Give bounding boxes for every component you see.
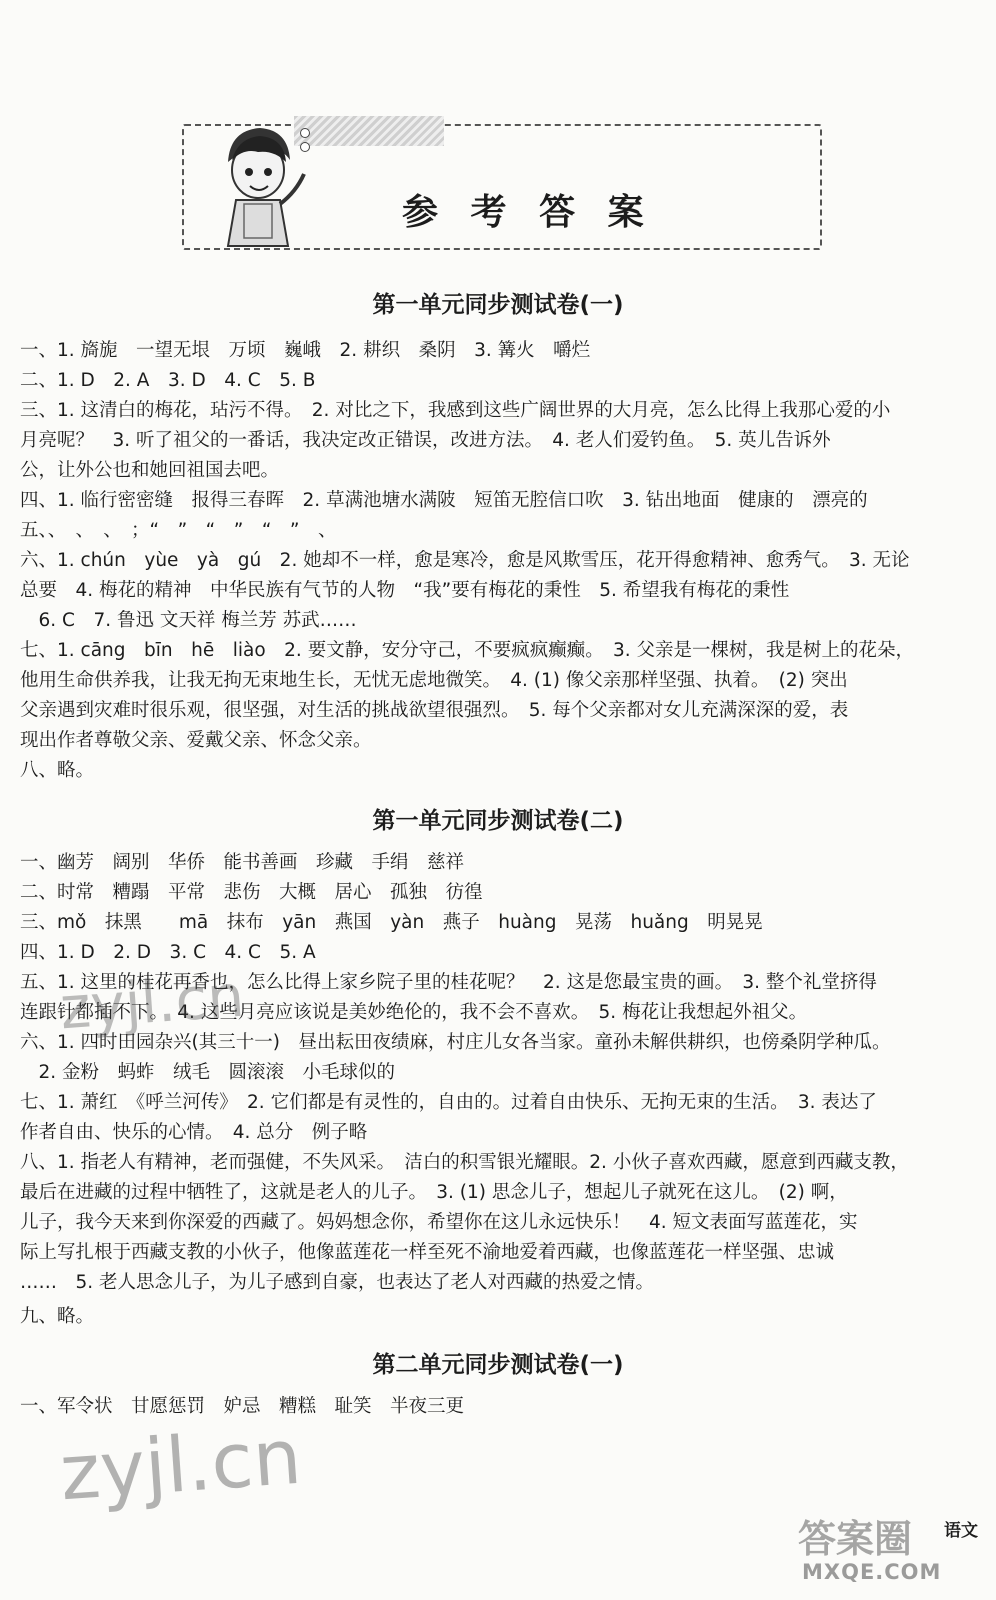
answer-line: 六、1. chún yùe yà gú 2. 她却不一样，愈是寒冷，愈是风欺雪压，花开得愈精神、愈秀气。 3. 无论 <box>20 550 910 571</box>
answer-line: 二、时常 糟蹋 平常 悲伤 大概 居心 孤独 彷徨 <box>20 882 483 903</box>
answer-line: 总要 4. 梅花的精神 中华民族有气节的人物 “我”要有梅花的秉性 5. 希望我有梅花的秉性 <box>20 580 790 601</box>
answer-line: 儿子，我今天来到你深爱的西藏了。妈妈想念你，希望你在这儿永远快乐！ 4. 短文表面写蓝莲花，实 <box>20 1212 858 1233</box>
answer-line: 公，让外公也和她回祖国去吧。 <box>20 460 280 481</box>
answer-line: 一、幽芳 阔别 华侨 能书善画 珍藏 手绢 慈祥 <box>20 852 465 873</box>
answer-line: 七、1. 萧红 《呼兰河传》 2. 它们都是有灵性的，自由的。过着自由快乐、无拘无束的生活。 3. 表达了 <box>20 1092 877 1113</box>
answer-line: 连跟针都插不下。 4. 这些月亮应该说是美妙绝伦的，我不会不喜欢。 5. 梅花让我想起外祖父。 <box>20 1002 808 1023</box>
answer-line: 月亮呢？ 3. 听了祖父的一番话，我决定改正错误，改进方法。 4. 老人们爱钓鱼。 5. 英儿告诉外 <box>20 430 831 451</box>
answer-line: 五、、 、 、 ；“ ” “ ” “ ” 、 <box>20 520 337 541</box>
answer-line: 八、略。 <box>20 760 95 781</box>
answer-line: 际上写扎根于西藏支教的小伙子，他像蓝莲花一样至死不渝地爱着西藏，也像蓝莲花一样坚强、忠诚 <box>20 1242 835 1263</box>
answer-line: 一、军令状 甘愿惩罚 妒忌 糟糕 耻笑 半夜三更 <box>20 1396 465 1417</box>
watermark-url: MXQE.COM <box>802 1560 942 1584</box>
watermark-text: zyjl.cn <box>57 961 247 1043</box>
answer-line: 现出作者尊敬父亲、爱戴父亲、怀念父亲。 <box>20 730 372 751</box>
watermark-text: zyjl.cn <box>57 1411 305 1518</box>
answer-line: 九、略。 <box>20 1306 95 1327</box>
answer-line: 八、1. 指老人有精神，老而强健，不失风采。 洁白的积雪银光耀眼。2. 小伙子喜欢西藏，愿意到西藏支教， <box>20 1152 909 1173</box>
answer-line: 四、1. D 2. D 3. C 4. C 5. A <box>20 942 316 963</box>
header-banner <box>182 120 822 250</box>
page-title: 参 考 答 案 <box>402 191 654 233</box>
answer-line: 三、mǒ 抹黑 mā 抹布 yān 燕国 yàn 燕子 huàng 晃荡 huǎng 明晃晃 <box>20 912 763 933</box>
answer-line: 一、1. 旖旎 一望无垠 万顷 巍峨 2. 耕织 桑阴 3. 篝火 嚼烂 <box>20 340 591 361</box>
answer-line: 五、1. 这里的桂花再香也，怎么比得上家乡院子里的桂花呢？ 2. 这是您最宝贵的画。 3. 整个礼堂挤得 <box>20 972 877 993</box>
answer-line: …… 5. 老人思念儿子，为儿子感到自豪，也表达了老人对西藏的热爱之情。 <box>20 1272 655 1293</box>
answer-line: 作者自由、快乐的心情。 4. 总分 例子略 <box>20 1122 368 1143</box>
answer-line: 六、1. 四时田园杂兴(其三十一) 昼出耘田夜绩麻，村庄儿女各当家。童孙未解供耕织，也傍桑阴学种瓜。 <box>20 1032 891 1053</box>
watermark-logo-text: 答案圈 <box>798 1517 913 1561</box>
section-title: 第一单元同步测试卷(一) <box>372 292 624 318</box>
cartoon-boy-icon <box>208 120 308 248</box>
answer-line: 6. C 7. 鲁迅 文天祥 梅兰芳 苏武…… <box>20 610 357 631</box>
answer-line: 他用生命供养我，让我无拘无束地生长，无忧无虑地微笑。 4. (1) 像父亲那样坚强、执着。 (2) 突出 <box>20 670 848 691</box>
answer-line: 2. 金粉 蚂蚱 绒毛 圆滚滚 小毛球似的 <box>20 1062 396 1083</box>
subject-label: 语文 <box>944 1521 978 1541</box>
answer-line: 三、1. 这清白的梅花，玷污不得。 2. 对比之下，我感到这些广阔世界的大月亮，怎么比得上我那心爱的小 <box>20 400 891 421</box>
banner-tab <box>294 116 444 146</box>
answer-line: 四、1. 临行密密缝 报得三春晖 2. 草满池塘水满陂 短笛无腔信口吹 3. 钻出地面 健康的 漂亮的 <box>20 490 868 511</box>
answer-line: 最后在进藏的过程中牺牲了，这就是老人的儿子。 3. (1) 思念儿子，想起儿子就死在这儿。 (2) 啊， <box>20 1182 848 1203</box>
corner-watermark <box>780 1488 980 1588</box>
section-title: 第二单元同步测试卷(一) <box>372 1352 624 1378</box>
answer-line: 父亲遇到灾难时很乐观，很坚强，对生活的挑战欲望很强烈。 5. 每个父亲都对女儿充满深深的爱，表 <box>20 700 849 721</box>
answer-line: 二、1. D 2. A 3. D 4. C 5. B <box>20 370 316 391</box>
answer-line: 七、1. cāng bīn hē liào 2. 要文静，安分守己，不要疯疯癫癫。 3. 父亲是一棵树，我是树上的花朵， <box>20 640 914 661</box>
section-title: 第一单元同步测试卷(二) <box>372 808 624 834</box>
